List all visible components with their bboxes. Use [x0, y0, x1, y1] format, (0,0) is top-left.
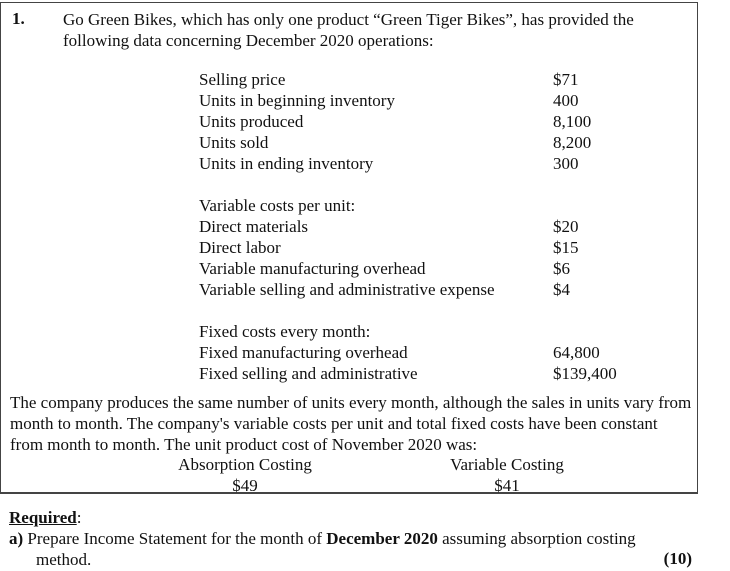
fixed-costs-heading: Fixed costs every month:	[199, 322, 371, 341]
absorption-costing-value: $49	[232, 476, 258, 495]
operations-label: Units in ending inventory	[199, 154, 374, 173]
operations-value: $71	[553, 70, 579, 89]
required-item-a	[9, 528, 693, 570]
operations-label: Selling price	[199, 70, 286, 89]
operations-label: Units sold	[199, 133, 269, 152]
required-colon: :	[76, 508, 82, 527]
item-letter: a)	[9, 529, 24, 548]
fixed-cost-label: Fixed selling and administrative	[199, 364, 418, 383]
operations-label: Units produced	[199, 112, 304, 131]
variable-costing-value: $41	[494, 476, 520, 495]
variable-cost-label: Direct labor	[199, 238, 281, 257]
variable-costs-heading: Variable costs per unit:	[199, 196, 356, 215]
description-paragraph: The company produces the same number of units every month, although the sales in units vary from month to month. The company's variable costs per unit and total fixed costs have been constant from month to month. The unit product cost of November 2020 was:	[10, 393, 692, 454]
variable-cost-label: Variable selling and administrative expense	[199, 280, 495, 299]
variable-cost-value: $20	[553, 217, 579, 236]
fixed-cost-value: 64,800	[553, 343, 600, 362]
item-text-line2: method.	[36, 550, 92, 569]
question-box	[0, 2, 698, 494]
item-text-before: Prepare Income Statement for the month of	[27, 529, 322, 548]
variable-cost-label: Direct materials	[199, 217, 309, 236]
question-number: 1.	[12, 9, 25, 28]
operations-value: 300	[553, 154, 579, 173]
variable-cost-value: $15	[553, 238, 579, 257]
item-text-after: assuming absorption costing	[442, 529, 636, 548]
fixed-cost-value: $139,400	[553, 364, 617, 383]
question-intro: Go Green Bikes, which has only one product “Green Tiger Bikes”, has provided the following data concerning December 2020 operations:	[63, 10, 634, 50]
absorption-costing-label: Absorption Costing	[178, 455, 312, 474]
variable-costing-label: Variable Costing	[450, 455, 564, 474]
variable-cost-value: $4	[553, 280, 570, 299]
operations-value: 8,100	[553, 112, 592, 131]
item-text-bold: December 2020	[326, 529, 438, 548]
variable-cost-value: $6	[553, 259, 570, 278]
marks-label: (10)	[663, 549, 692, 568]
fixed-cost-label: Fixed manufacturing overhead	[199, 343, 408, 362]
operations-value: 8,200	[553, 133, 592, 152]
operations-label: Units in beginning inventory	[199, 91, 395, 110]
variable-cost-label: Variable manufacturing overhead	[199, 259, 426, 278]
required-heading-line	[9, 507, 81, 528]
operations-value: 400	[553, 91, 579, 110]
required-heading: Required	[9, 508, 77, 527]
